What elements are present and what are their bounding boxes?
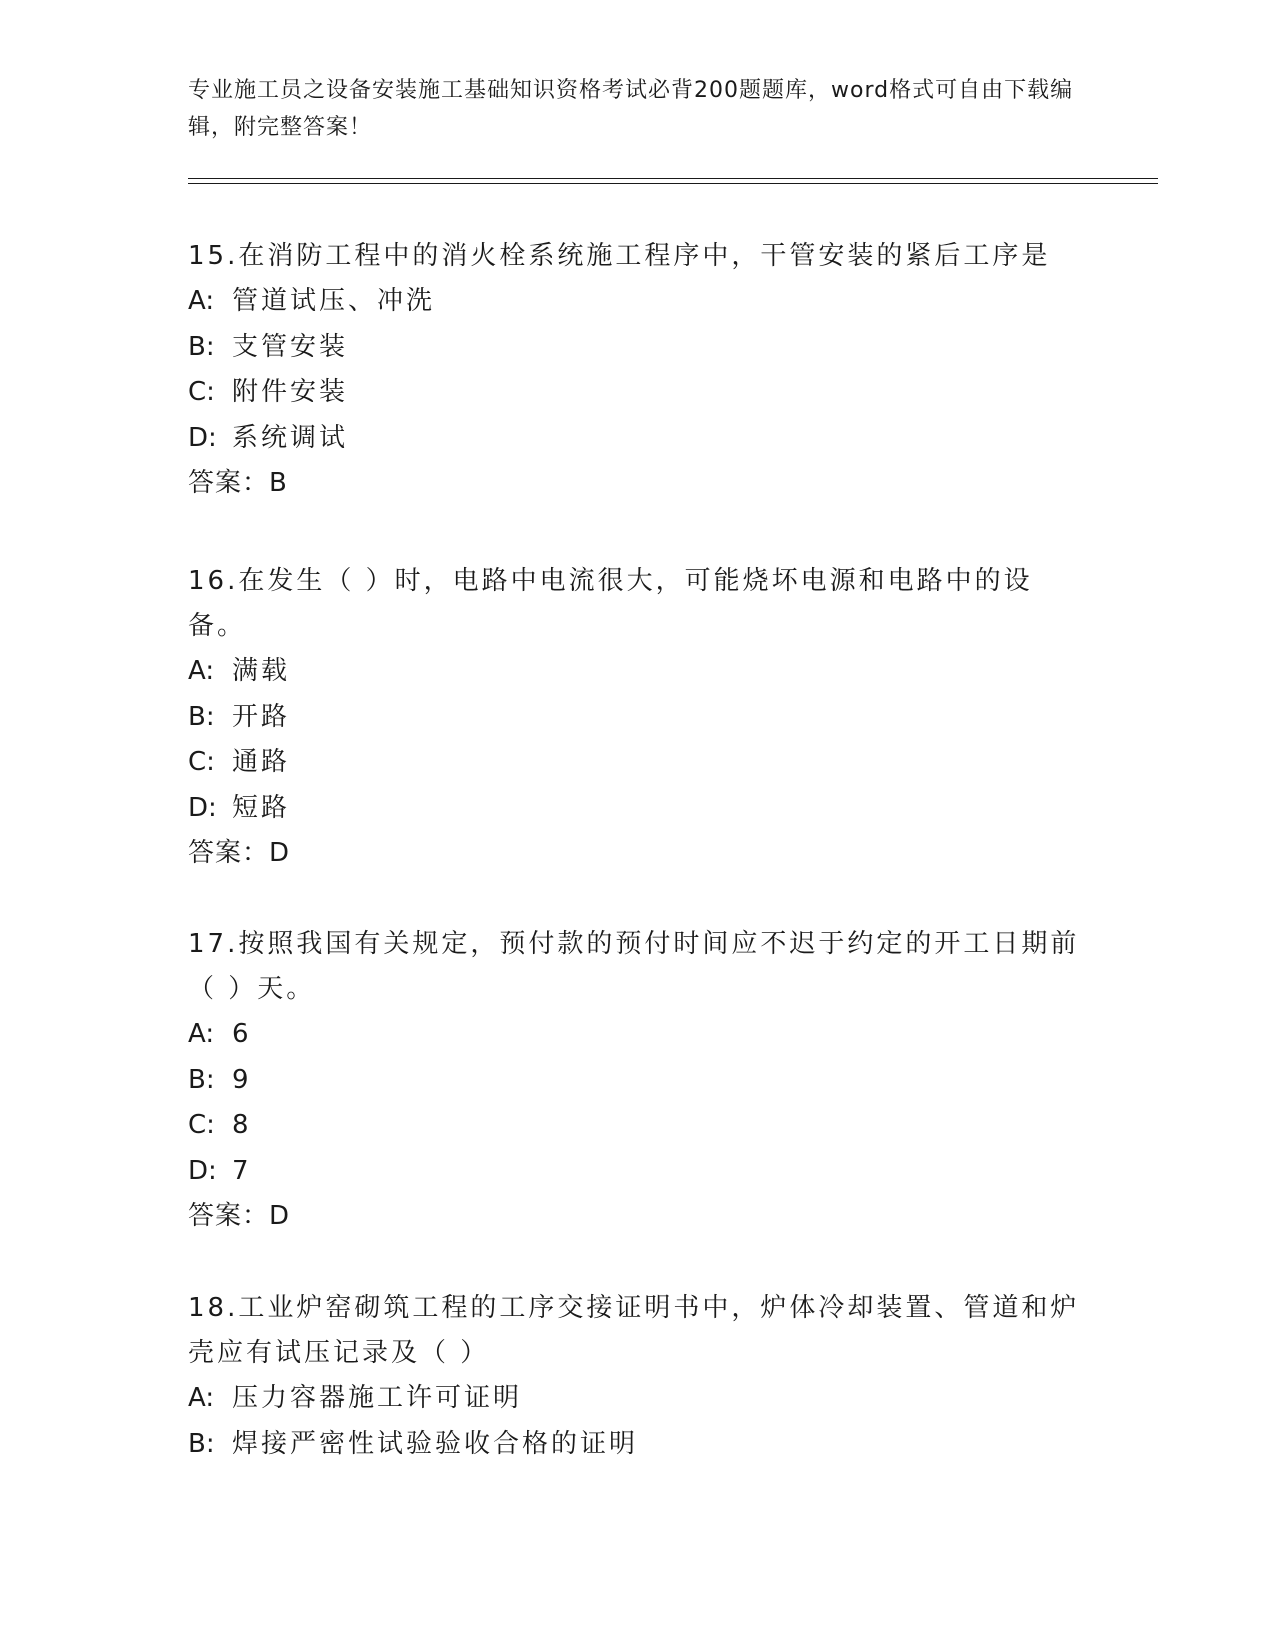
question-title: 15.在消防工程中的消火栓系统施工程序中，干管安装的紧后工序是 xyxy=(188,241,1051,271)
header-divider-top xyxy=(188,178,1158,179)
option-key: B: xyxy=(188,1064,215,1095)
header-divider-bottom xyxy=(188,183,1158,184)
option-text: 开路 xyxy=(232,701,291,732)
option-a xyxy=(188,279,1088,325)
option-key: B: xyxy=(188,701,215,732)
question-17 xyxy=(188,922,1088,1240)
option-key: D: xyxy=(188,792,217,823)
question-title: 16.在发生（ ）时，电路中电流很大，可能烧坏电源和电路中的设备。 xyxy=(188,566,1033,641)
option-b xyxy=(188,325,1088,371)
option-c xyxy=(188,1103,1088,1149)
question-15 xyxy=(188,234,1088,507)
option-a xyxy=(188,649,1088,695)
header-text: 专业施工员之设备安装施工基础知识资格考试必背200题题库，word格式可自由下载编辑，附完整答案！ xyxy=(188,78,1074,140)
question-title: 17.按照我国有关规定，预付款的预付时间应不迟于约定的开工日期前（ ）天。 xyxy=(188,929,1080,1004)
question-16 xyxy=(188,559,1088,877)
option-c xyxy=(188,740,1088,786)
question-18 xyxy=(188,1286,1088,1467)
option-b xyxy=(188,695,1088,741)
option-text: 8 xyxy=(232,1110,252,1140)
option-text: 压力容器施工许可证明 xyxy=(232,1383,523,1413)
option-text: 9 xyxy=(232,1064,252,1095)
answer-text: 答案：D xyxy=(188,1201,291,1231)
option-a xyxy=(188,1012,1088,1058)
option-c xyxy=(188,370,1088,416)
question-title: 18.工业炉窑砌筑工程的工序交接证明书中，炉体冷却装置、管道和炉壳应有试压记录及（ ） xyxy=(188,1293,1080,1368)
option-text: 7 xyxy=(232,1155,252,1186)
option-a xyxy=(188,1376,1088,1422)
option-text: 焊接严密性试验验收合格的证明 xyxy=(232,1428,639,1459)
option-b xyxy=(188,1422,1088,1468)
option-key: D: xyxy=(188,1155,217,1186)
option-text: 短路 xyxy=(232,792,291,823)
option-text: 附件安装 xyxy=(232,377,349,407)
option-text: 管道试压、冲洗 xyxy=(232,286,436,316)
option-text: 6 xyxy=(232,1019,252,1049)
answer-text: 答案：D xyxy=(188,838,291,868)
option-d xyxy=(188,1149,1088,1195)
option-key: B: xyxy=(188,1428,215,1459)
option-key: C: xyxy=(188,747,215,777)
option-key: A: xyxy=(188,656,215,686)
option-key: B: xyxy=(188,331,215,362)
option-text: 系统调试 xyxy=(232,422,349,453)
option-d xyxy=(188,416,1088,462)
answer-text: 答案：B xyxy=(188,468,288,498)
option-key: A: xyxy=(188,1383,215,1413)
option-text: 满载 xyxy=(232,656,291,686)
option-text: 支管安装 xyxy=(232,331,349,362)
option-key: C: xyxy=(188,1110,215,1140)
option-b xyxy=(188,1058,1088,1104)
option-text: 通路 xyxy=(232,747,291,777)
option-key: A: xyxy=(188,286,215,316)
document-header xyxy=(188,72,1088,146)
option-key: C: xyxy=(188,377,215,407)
option-d xyxy=(188,786,1088,832)
option-key: A: xyxy=(188,1019,215,1049)
option-key: D: xyxy=(188,422,217,453)
